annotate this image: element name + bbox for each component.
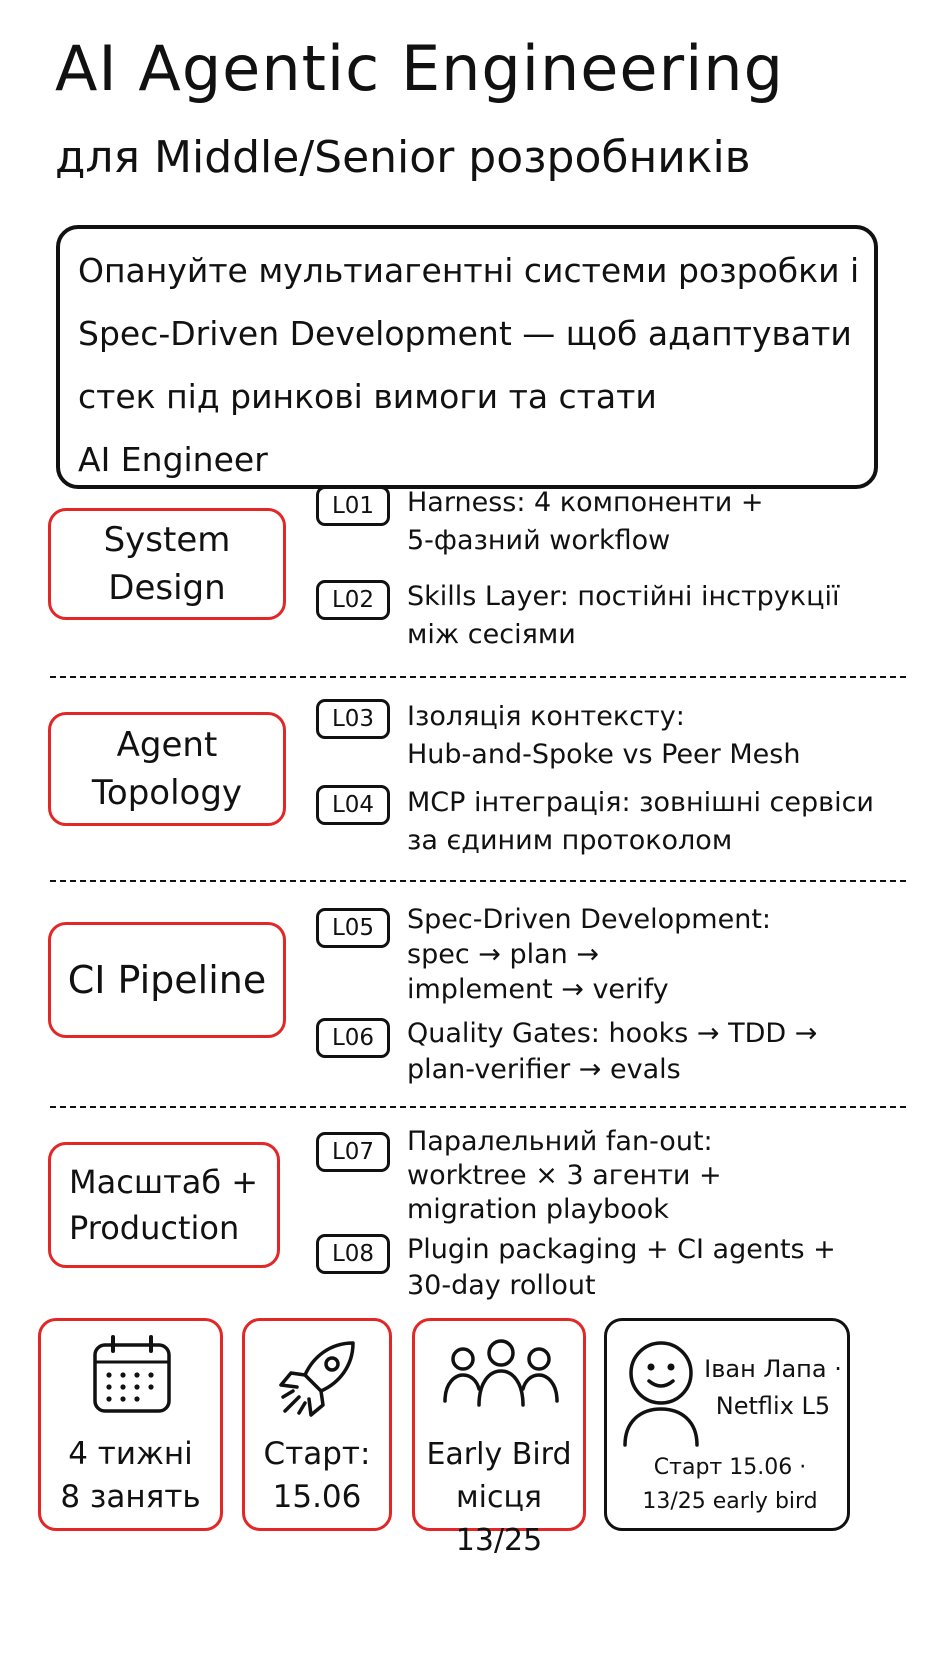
lesson-badge-l02: L02 (316, 580, 390, 620)
lesson-l07 (407, 1125, 722, 1227)
card-start (242, 1318, 392, 1531)
card-line: місця 13/25 (455, 1480, 543, 1558)
author-name-line: Netflix L5 (715, 1392, 831, 1420)
lesson-badge-l08: L08 (316, 1234, 390, 1274)
lesson-l03 (407, 698, 800, 774)
lesson-line: Hub-and-Spoke vs Peer Mesh (407, 739, 801, 770)
lesson-line: Ізоляція контексту: (407, 701, 685, 732)
lesson-line: Quality Gates: hooks → TDD → (407, 1018, 818, 1049)
lesson-line: 5-фазний workflow (407, 525, 671, 556)
card-duration (38, 1318, 223, 1531)
lesson-l08 (407, 1232, 836, 1304)
lesson-badge-l01: L01 (316, 486, 390, 526)
module-label: CI Pipeline (67, 958, 267, 1002)
lesson-line: за єдиним протоколом (407, 825, 733, 856)
lesson-badge-l06: L06 (316, 1018, 390, 1058)
module-label-line: Production (69, 1209, 240, 1247)
module-agent-topology (48, 712, 286, 826)
intro-box (56, 225, 878, 489)
author-name (699, 1351, 847, 1425)
lesson-line: Spec-Driven Development: (407, 904, 772, 935)
lesson-line: spec → plan → (407, 939, 599, 970)
lesson-line: Skills Layer: постійні інструкції (407, 581, 840, 612)
lesson-line: Паралельний fan-out: (407, 1126, 713, 1157)
page-subtitle: для Middle/Senior розробників (55, 132, 751, 183)
lesson-badge-l05: L05 (316, 908, 390, 948)
lesson-line: migration playbook (407, 1194, 669, 1225)
section-divider (50, 676, 906, 678)
author-footer-line: 13/25 early bird (642, 1489, 818, 1514)
module-label-line: Масштаб + (69, 1163, 259, 1201)
lesson-l04 (407, 784, 874, 860)
author-footer-line: Старт 15.06 · (653, 1455, 807, 1480)
card-author (604, 1318, 850, 1531)
card-line: Early Bird (426, 1437, 572, 1472)
lesson-line: Harness: 4 компоненти + (407, 487, 764, 518)
module-label: Agent Topology (91, 725, 243, 813)
module-system-design (48, 508, 286, 620)
card-line: 4 тижні (68, 1436, 193, 1472)
module-ci-pipeline (48, 922, 286, 1038)
section-divider (50, 1106, 906, 1108)
intro-line: Опануйте мультиагентні системи розробки і (78, 251, 860, 290)
module-scale-production (48, 1142, 280, 1268)
person-icon (621, 1339, 701, 1449)
card-line: 8 занять (60, 1479, 201, 1515)
lesson-line: Plugin packaging + CI agents + (407, 1234, 836, 1265)
section-divider (50, 880, 906, 882)
lesson-line: implement → verify (407, 974, 669, 1005)
lesson-badge-l04: L04 (316, 785, 390, 825)
card-line: Старт: (263, 1436, 371, 1472)
lesson-l02 (407, 578, 839, 654)
card-line: 15.06 (272, 1479, 362, 1515)
module-label: System Design (103, 520, 231, 608)
lesson-l05 (407, 902, 771, 1007)
lesson-l01 (407, 484, 764, 560)
lesson-line: між сесіями (407, 619, 576, 650)
intro-line: стек під ринкові вимоги та стати (78, 377, 657, 416)
calendar-icon (91, 1335, 173, 1415)
intro-line: Spec-Driven Development — щоб адаптувати (78, 314, 852, 353)
lesson-line: MCP інтеграція: зовнішні сервіси (407, 787, 874, 818)
lesson-badge-l03: L03 (316, 699, 390, 739)
lesson-line: plan-verifier → evals (407, 1054, 681, 1085)
page-title: AI Agentic Engineering (55, 32, 784, 105)
lesson-l06 (407, 1016, 817, 1088)
author-name-line: Іван Лапа · (704, 1355, 842, 1383)
lesson-line: worktree × 3 агенти + (407, 1160, 722, 1191)
lesson-badge-l07: L07 (316, 1132, 390, 1172)
card-early-bird (412, 1318, 586, 1558)
rocket-icon (275, 1335, 361, 1421)
lesson-line: 30-day rollout (407, 1270, 596, 1301)
intro-line: AI Engineer (78, 440, 268, 479)
group-icon (441, 1339, 561, 1409)
author-footer (627, 1451, 833, 1519)
